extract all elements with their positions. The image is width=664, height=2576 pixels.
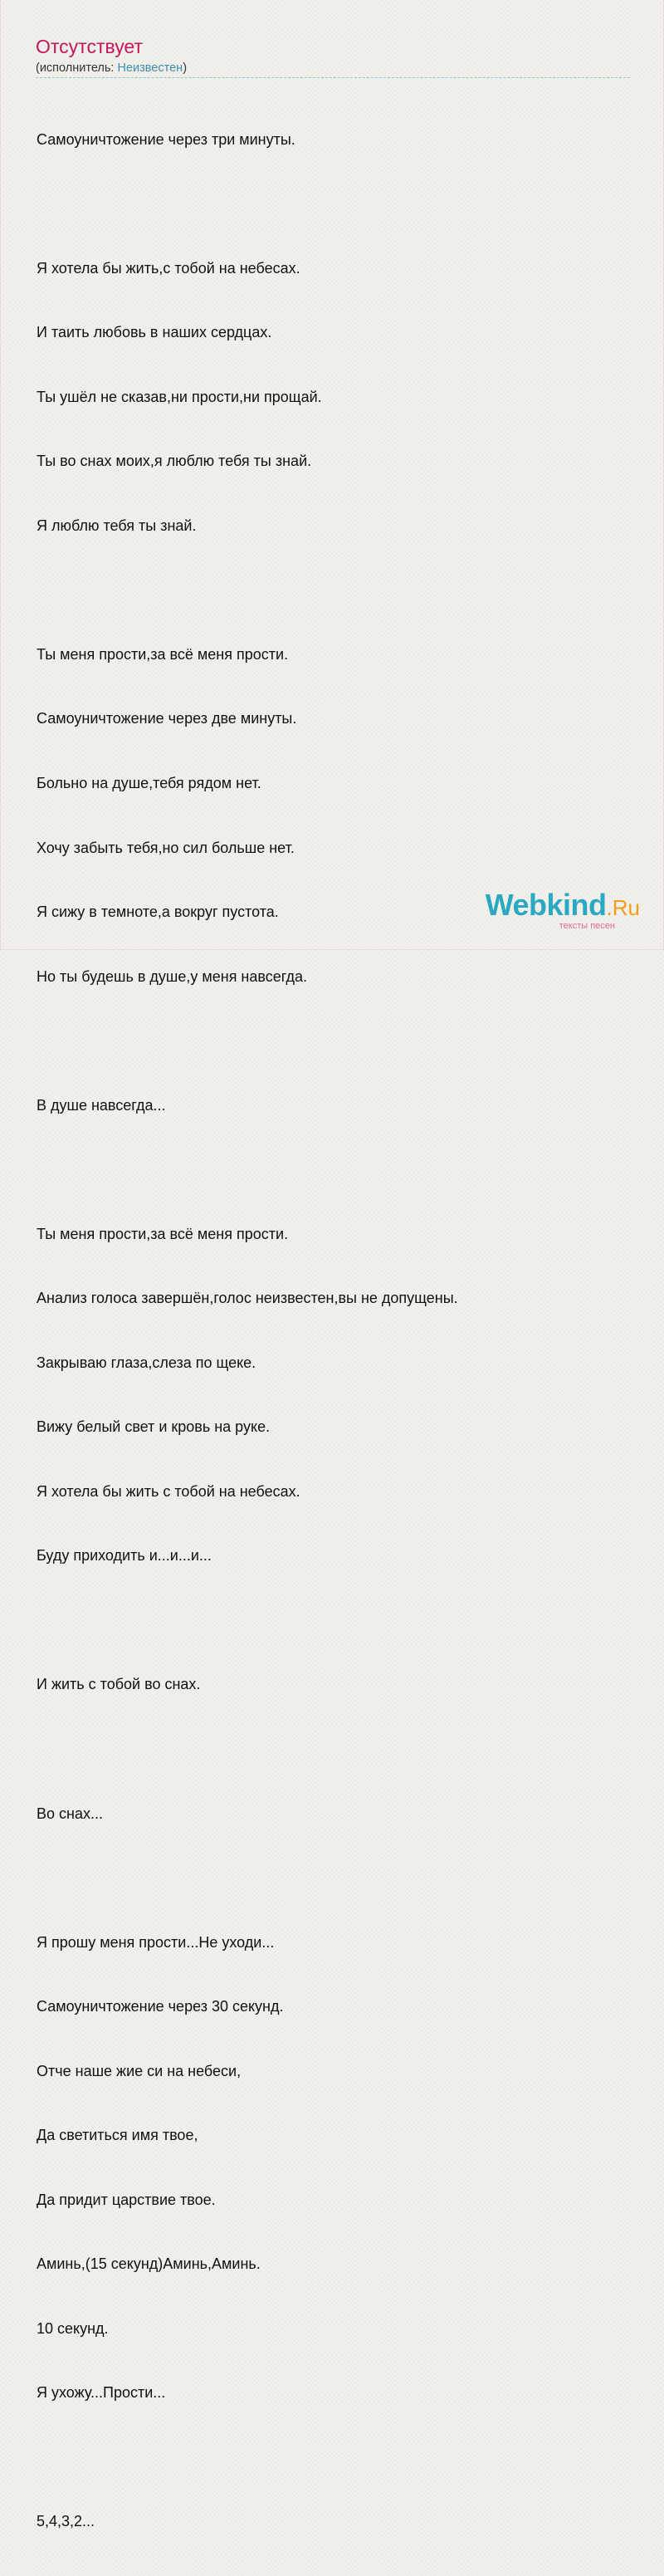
lyrics-line: 5,4,3,2... [37,2513,95,2530]
lyrics-line: Самоуничтожение через три минуты. [37,130,295,148]
lyrics-line: И жить с тобой во снах. [37,1676,201,1693]
lyrics-line [37,2447,634,2469]
lyrics-text [37,86,634,2576]
lyrics-line: Закрываю глаза,слеза по щеке. [37,1354,256,1371]
lyrics-line [37,1159,634,1181]
lyrics-line: Ты меня прости,за всё меня прости. [37,645,289,663]
lyrics-line: Самоуничтожение через 30 секунд. [37,1998,284,2015]
lyrics-line [37,193,634,215]
lyrics-line: Аминь,(15 секунд)Аминь,Аминь. [37,2255,261,2273]
lyrics-line: Ты во снах моих,я люблю тебя ты знай. [37,453,312,470]
lyrics-line: Я хотела бы жить с тобой на небесах. [37,1482,300,1500]
lyrics-line: Да придит царствие твое. [37,2191,216,2208]
lyrics-line: Ты меня прости,за всё меня прости. [37,1225,289,1242]
lyrics-line: Больно на душе,тебя рядом нет. [37,775,261,791]
logo-tld-text: .Ru [606,895,640,920]
lyrics-line: Я сижу в темноте,а вокруг пустота. [37,904,279,921]
artist-link[interactable]: Неизвестен [117,61,183,75]
lyrics-line [37,1739,634,1761]
lyrics-line: 10 секунд. [37,2319,109,2337]
lyrics-line [37,1610,634,1632]
logo-wordmark [486,890,640,923]
lyrics-line: Хочу забыть тебя,но сил больше нет. [37,839,295,856]
subtitle-prefix: (исполнитель: [36,61,118,75]
webkind-logo[interactable] [486,890,640,931]
lyrics-line: Я ухожу...Прости... [37,2384,166,2402]
lyrics-line [37,1868,634,1889]
lyrics-line [37,580,634,601]
lyrics-line: Я прошу меня прости...Не уходи... [37,1933,275,1951]
lyrics-line: Но ты будешь в душе,у меня навсегда. [37,967,308,985]
lyrics-line: Отче наше жие си на небеси, [37,2062,242,2079]
lyrics-line: Я хотела бы жить,с тобой на небесах. [37,259,300,277]
lyrics-line: Вижу белый свет и кровь на руке. [37,1418,271,1436]
song-title: Отсутствует [36,36,143,57]
lyrics-line: Во снах... [37,1805,103,1822]
lyrics-line: Анализ голоса завершён,голос неизвестен,вы не допущены. [37,1290,458,1307]
song-subtitle [36,61,187,76]
lyrics-line: Самоуничтожение через две минуты. [37,710,297,727]
lyrics-line: Да светиться имя твое, [37,2127,198,2144]
logo-tagline: тексты песен [559,921,615,931]
logo-main-text: Webkind [485,888,607,922]
lyrics-line: В душе навсегда... [37,1096,166,1114]
lyrics-line: И таить любовь в наших сердцах. [37,324,272,341]
lyrics-line: Я люблю тебя ты знай. [37,517,197,534]
subtitle-suffix: ) [183,61,188,75]
header-divider [36,77,630,78]
lyrics-line [37,1031,634,1052]
lyrics-line: Буду приходить и...и...и... [37,1547,212,1565]
lyrics-line: Ты ушёл не сказав,ни прости,ни прощай. [37,388,322,405]
